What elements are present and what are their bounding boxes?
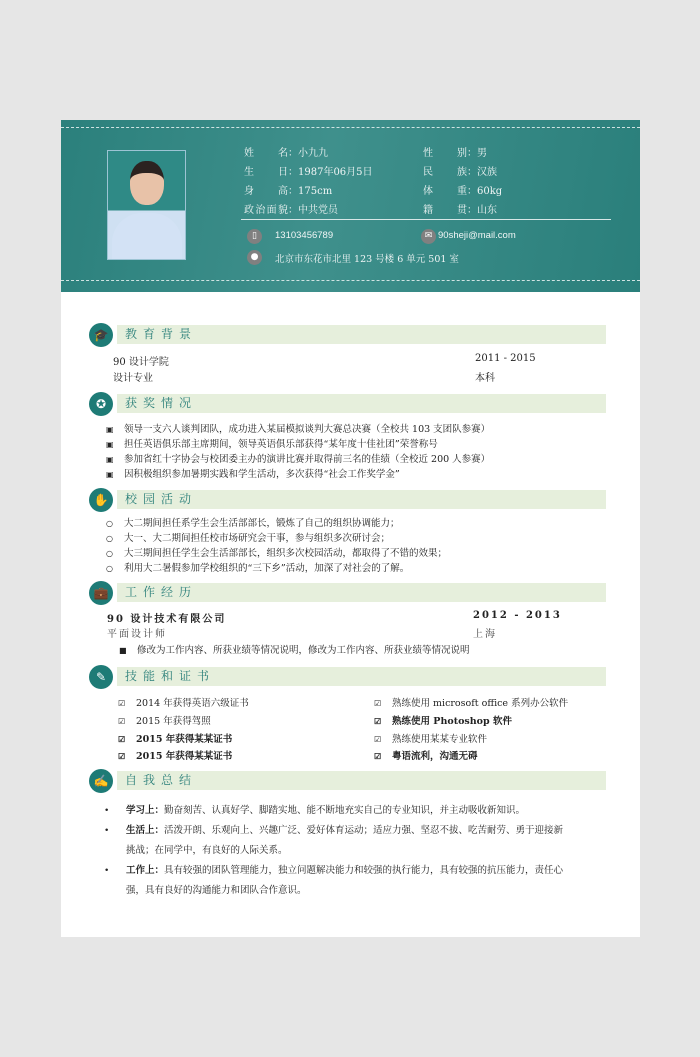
summary-item: • 生活上：活泼开朗、乐观向上、兴趣广泛、爱好体育运动；适应力强、坚忍不拔、吃苦耐劳、勇于迎接新挑战；在同学中，有良好的人际关系。 xyxy=(105,825,564,856)
summary-text: 勤奋刻苦、认真好学、脚踏实地、能不断地充实自己的专业知识，并主动吸收新知识。 xyxy=(164,805,526,816)
award-text: 领导一支六人谈判团队，成功进入某届模拟谈判大赛总决赛（全校共 103 支团队参赛） xyxy=(124,424,491,435)
list-item: ▣ 参加省红十字协会与校团委主办的演讲比赛并取得前三名的佳绩（全校近 200 人参赛） xyxy=(106,454,491,465)
award-text: 担任英语俱乐部主席期间，领导英语俱乐部获得“某年度十佳社团”荣誉称号 xyxy=(124,439,438,450)
label: 身高 xyxy=(244,186,288,197)
award-text: 因积极组织参加暑期实践和学生活动，多次获得“社会工作奖学金” xyxy=(124,469,400,480)
phone-icon: ▯ xyxy=(247,229,262,244)
ethnicity-value: 汉族 xyxy=(477,167,497,178)
label: 籍贯 xyxy=(423,205,467,216)
list-item: ☑ 熟练使用 microsoft office 系列办公软件 xyxy=(374,698,569,709)
section-title: 校园活动 xyxy=(117,490,606,509)
list-item: ▣ 因积极组织参加暑期实践和学生活动，多次获得“社会工作奖学金” xyxy=(106,469,400,480)
summary-label: 生活上： xyxy=(126,825,165,836)
list-item: ○ 利用大二暑假参加学校组织的“三下乡”活动，加深了对社会的了解。 xyxy=(106,563,410,574)
summary-text: 活泼开朗、乐观向上、兴趣广泛、爱好体育运动；适应力强、坚忍不拔、吃苦耐劳、勇于迎接新挑战；在同学中，有良好的人际关系。 xyxy=(126,825,564,856)
birthday-value: 1987年06月5日 xyxy=(298,167,373,178)
briefcase-icon: 💼 xyxy=(89,581,113,605)
weight-value: 60kg xyxy=(477,186,503,197)
work-city: 上海 xyxy=(473,629,497,640)
skill-text: 2014 年获得英语六级证书 xyxy=(136,698,249,709)
section-education xyxy=(89,325,606,345)
list-item: ☑ 熟练使用 Photoshop 软件 xyxy=(374,716,512,727)
skill-text: 熟练使用 microsoft office 系列办公软件 xyxy=(392,698,569,709)
handshake-icon: ✋ xyxy=(89,488,113,512)
degree: 本科 xyxy=(475,373,495,384)
list-item: ▣ 领导一支六人谈判团队，成功进入某届模拟谈判大赛总决赛（全校共 103 支团队参赛） xyxy=(106,424,491,435)
summary-text: 具有较强的团队管理能力，独立问题解决能力和较强的执行能力，具有较强的抗压能力，责任心强，具有良好的沟通能力和团队合作意识。 xyxy=(126,865,564,896)
section-title: 技能和证书 xyxy=(117,667,606,686)
skill-text: 2015 年获得驾照 xyxy=(136,716,211,727)
skill-text: 2015 年获得某某证书 xyxy=(136,751,233,762)
summary-item: • 工作上：具有较强的团队管理能力，独立问题解决能力和较强的执行能力，具有较强的抗压能力，责任心强，具有良好的沟通能力和团队合作意识。 xyxy=(105,865,564,896)
campus-text: 大二期间担任系学生会生活部部长，锻炼了自己的组织协调能力； xyxy=(124,518,400,529)
profile-left: 姓名：小九九 生日：1987年06月5日 身高：175cm 政治面貌：中共党员 xyxy=(244,144,373,220)
name-value: 小九九 xyxy=(298,148,328,159)
list-item: ○ 大二期间担任系学生会生活部部长，锻炼了自己的组织协调能力； xyxy=(106,518,400,529)
gender-value: 男 xyxy=(477,148,487,159)
campus-text: 大一、大二期间担任校市场研究会干事，参与组织多次研讨会； xyxy=(124,533,391,544)
campus-text: 利用大二暑假参加学校组织的“三下乡”活动，加深了对社会的了解。 xyxy=(124,563,410,574)
height-value: 175cm xyxy=(298,186,333,197)
divider xyxy=(241,219,611,220)
edu-period: 2011 - 2015 xyxy=(475,353,536,364)
phone-value: 13103456789 xyxy=(275,230,334,241)
summary-label: 学习上： xyxy=(126,805,165,816)
job-title: 平面设计师 xyxy=(107,629,167,640)
email-value: 90sheji@mail.com xyxy=(438,230,516,241)
campus-text: 大三期间担任学生会生活部部长，组织多次校园活动，都取得了不错的效果； xyxy=(124,548,448,559)
list-item: ☑ 2014 年获得英语六级证书 xyxy=(118,698,249,709)
skill-text: 熟练使用某某专业软件 xyxy=(392,734,488,745)
section-title: 教育背景 xyxy=(117,325,606,344)
company: 90 设计技术有限公司 xyxy=(107,614,227,625)
section-work xyxy=(89,583,606,603)
section-skills xyxy=(89,667,606,687)
section-summary xyxy=(89,771,606,791)
medal-icon: ✪ xyxy=(89,392,113,416)
list-item: ☑ 2015 年获得驾照 xyxy=(118,716,211,727)
work-desc: 修改为工作内容、所获业绩等情况说明，修改为工作内容、所获业绩等情况说明 xyxy=(137,645,470,656)
list-item: ☑ 粤语流利，沟通无碍 xyxy=(374,751,478,762)
school: 90 设计学院 xyxy=(113,357,169,368)
list-item: ▣ 担任英语俱乐部主席期间，领导英语俱乐部获得“某年度十佳社团”荣誉称号 xyxy=(106,439,438,450)
location-icon: ● xyxy=(247,250,262,265)
profile-right: 性别：男 民族：汉族 体重：60kg 籍贯：山东 xyxy=(423,144,502,220)
avatar-photo xyxy=(107,150,186,260)
skill-text: 2015 年获得某某证书 xyxy=(136,734,233,745)
edit-icon: ✍ xyxy=(89,769,113,793)
section-title: 工作经历 xyxy=(117,583,606,602)
section-awards xyxy=(89,394,606,414)
divider xyxy=(61,280,640,281)
label: 体重 xyxy=(423,186,467,197)
label: 生日 xyxy=(244,167,288,178)
label: 姓名 xyxy=(244,148,288,159)
resume-header xyxy=(61,120,640,292)
section-campus xyxy=(89,490,606,510)
award-text: 参加省红十字协会与校团委主办的演讲比赛并取得前三名的佳绩（全校近 200 人参赛） xyxy=(124,454,491,465)
list-item: ○ 大一、大二期间担任校市场研究会干事，参与组织多次研讨会； xyxy=(106,533,391,544)
summary-label: 工作上： xyxy=(126,865,165,876)
summary-item: • 学习上：勤奋刻苦、认真好学、脚踏实地、能不断地充实自己的专业知识，并主动吸收新知识。 xyxy=(105,805,526,816)
mail-icon: ✉ xyxy=(421,229,436,244)
politics-value: 中共党员 xyxy=(298,205,338,216)
resume-page xyxy=(61,120,640,937)
section-title: 获奖情况 xyxy=(117,394,606,413)
hometown-value: 山东 xyxy=(477,205,497,216)
address-value: 北京市东花市北里 123 号楼 6 单元 501 室 xyxy=(275,254,459,265)
list-item: ☑ 2015 年获得某某证书 xyxy=(118,734,233,745)
list-item: ☑ 熟练使用某某专业软件 xyxy=(374,734,488,745)
work-period: 2012 - 2013 xyxy=(473,610,562,621)
section-title: 自我总结 xyxy=(117,771,606,790)
major: 设计专业 xyxy=(113,373,153,384)
skill-text: 熟练使用 Photoshop 软件 xyxy=(392,716,512,727)
label: 民族 xyxy=(423,167,467,178)
skill-text: 粤语流利，沟通无碍 xyxy=(392,751,478,762)
graduation-cap-icon: 🎓 xyxy=(89,323,113,347)
divider xyxy=(61,127,640,128)
label: 性别 xyxy=(423,148,467,159)
list-item: ■ 修改为工作内容、所获业绩等情况说明，修改为工作内容、所获业绩等情况说明 xyxy=(119,645,470,656)
list-item: ☑ 2015 年获得某某证书 xyxy=(118,751,233,762)
tools-icon: ✎ xyxy=(89,665,113,689)
list-item: ○ 大三期间担任学生会生活部部长，组织多次校园活动，都取得了不错的效果； xyxy=(106,548,448,559)
label: 政治面貌 xyxy=(244,205,288,216)
